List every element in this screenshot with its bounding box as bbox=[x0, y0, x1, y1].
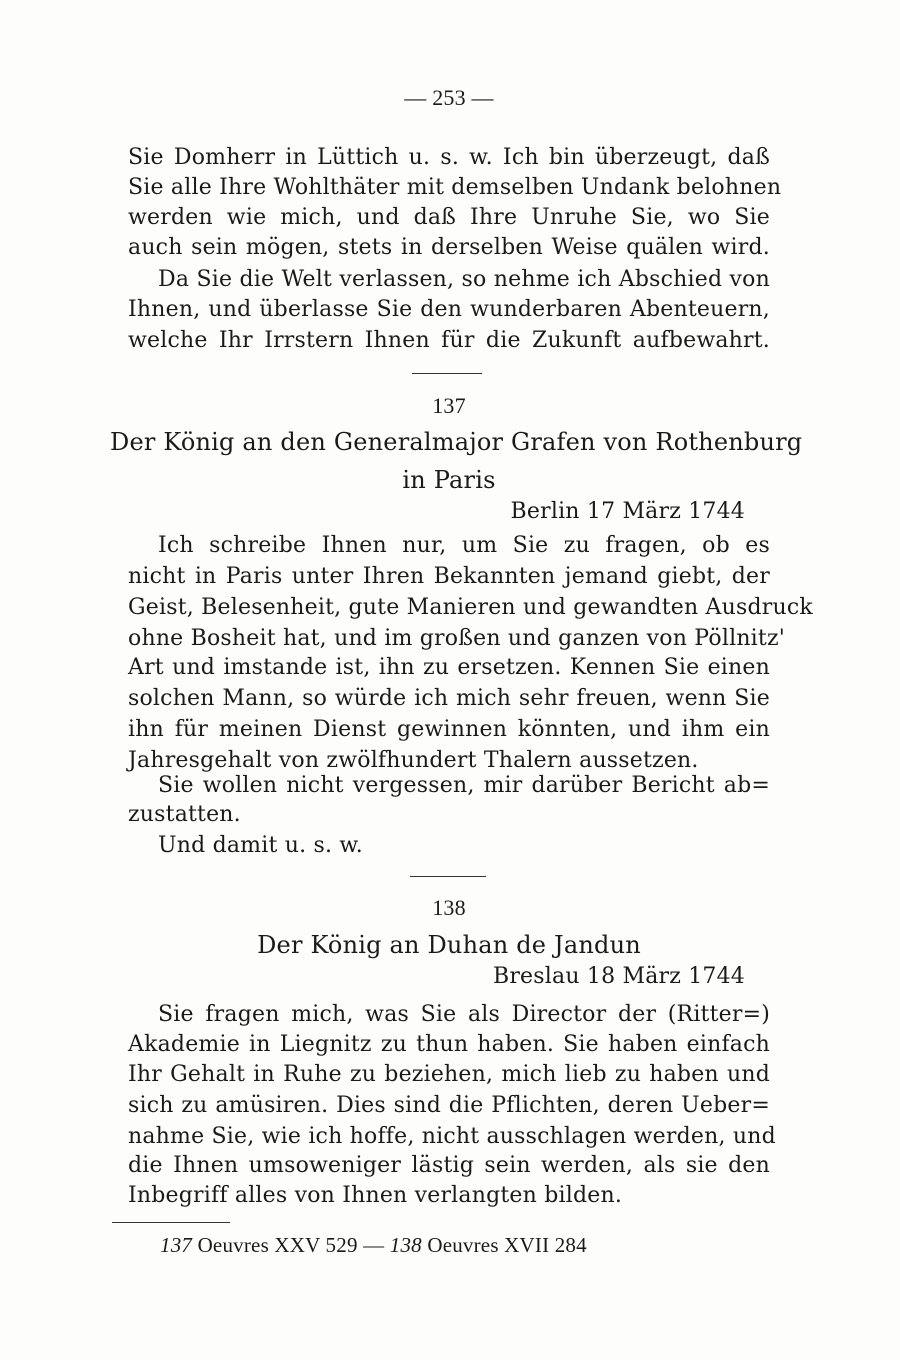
text-line: Sie Domherr in Lüttich u. s. w. Ich bin überzeugt, daß bbox=[128, 145, 770, 170]
footnote-ref: 137 bbox=[160, 1233, 193, 1257]
text-line: Und damit u. s. w. bbox=[158, 833, 363, 858]
footnote-text: Oeuvres XXV 529 — bbox=[197, 1233, 385, 1257]
dateline: Breslau 18 März 1744 bbox=[492, 964, 745, 989]
letter-number: 137 bbox=[432, 393, 466, 418]
text-line: Da Sie die Welt verlassen, so nehme ich Abschied von bbox=[158, 267, 770, 292]
text-line: Sie wollen nicht vergessen, mir darüber Bericht ab= bbox=[158, 773, 770, 798]
text-line: Akademie in Liegnitz zu thun haben. Sie haben einfach bbox=[128, 1032, 770, 1057]
text-line: Jahresgehalt von zwölfhundert Thalern aussetzen. bbox=[128, 748, 699, 773]
footnote-rule bbox=[112, 1222, 230, 1223]
text-line: Ich schreibe Ihnen nur, um Sie zu fragen, ob es bbox=[158, 533, 770, 558]
footnote bbox=[160, 1230, 760, 1260]
page-number-header: — 253 — bbox=[404, 85, 494, 110]
text-line: ohne Bosheit hat, und im großen und ganzen von Pöllnitz' bbox=[128, 626, 785, 651]
text-line: auch sein mögen, stets in derselben Weise quälen wird. bbox=[128, 235, 770, 260]
text-line: Inbegriff alles von Ihnen verlangten bilden. bbox=[128, 1183, 623, 1208]
text-line: werden wie mich, und daß Ihre Unruhe Sie, wo Sie bbox=[128, 205, 770, 230]
letter-heading: Der König an Duhan de Jandun bbox=[257, 931, 641, 959]
letter-heading: Der König an den Generalmajor Grafen von Rothenburg bbox=[110, 428, 803, 456]
text-line: Sie alle Ihre Wohlthäter mit demselben Undank belohnen bbox=[128, 175, 782, 200]
text-line: sich zu amüsiren. Dies sind die Pflichten, deren Ueber= bbox=[128, 1093, 770, 1118]
letter-number: 138 bbox=[432, 895, 466, 920]
text-line: Ihr Gehalt in Ruhe zu beziehen, mich lieb zu haben und bbox=[128, 1062, 770, 1087]
text-line: Art und imstande ist, ihn zu ersetzen. Kennen Sie einen bbox=[128, 655, 770, 680]
section-divider bbox=[410, 876, 486, 877]
text-line: nicht in Paris unter Ihren Bekannten jemand giebt, der bbox=[128, 564, 770, 589]
text-line: welche Ihr Irrstern Ihnen für die Zukunft aufbewahrt. bbox=[128, 328, 770, 353]
text-line: Geist, Belesenheit, gute Manieren und gewandten Ausdruck bbox=[128, 595, 813, 620]
text-line: Sie fragen mich, was Sie als Director der (Ritter=) bbox=[158, 1002, 770, 1027]
text-line: nahme Sie, wie ich hoffe, nicht ausschlagen werden, und bbox=[128, 1124, 776, 1149]
text-line: Ihnen, und überlasse Sie den wunderbaren Abenteuern, bbox=[128, 297, 770, 322]
text-line: zustatten. bbox=[128, 802, 241, 827]
footnote-ref: 138 bbox=[389, 1233, 422, 1257]
text-line: ihn für meinen Dienst gewinnen könnten, und ihm ein bbox=[128, 717, 770, 742]
text-line: die Ihnen umsoweniger lästig sein werden, als sie den bbox=[128, 1153, 770, 1178]
footnote-text: Oeuvres XVII 284 bbox=[427, 1233, 587, 1257]
text-line: solchen Mann, so würde ich mich sehr freuen, wenn Sie bbox=[128, 686, 770, 711]
letter-heading: in Paris bbox=[402, 466, 496, 494]
section-divider bbox=[412, 373, 482, 374]
dateline: Berlin 17 März 1744 bbox=[510, 499, 745, 524]
